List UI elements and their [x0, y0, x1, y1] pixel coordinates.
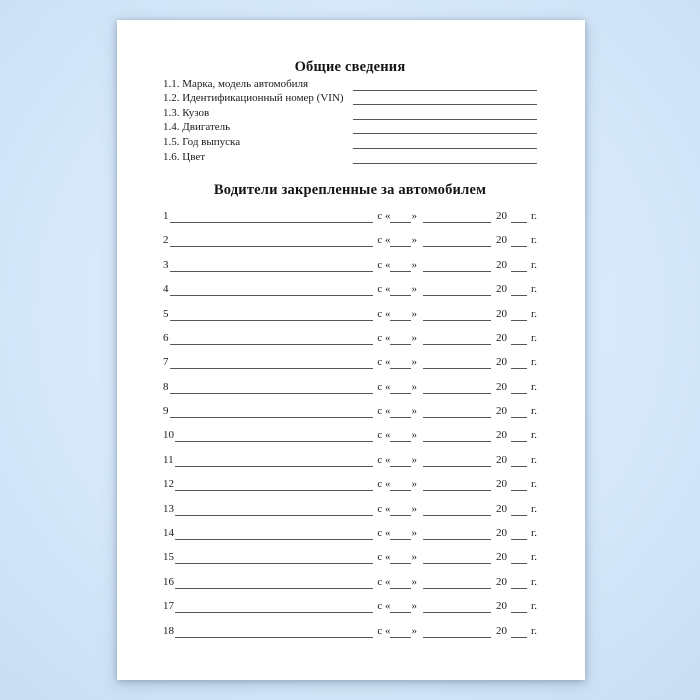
- field-blank-line: [353, 133, 537, 134]
- year-blank-line: [511, 320, 527, 321]
- driver-row: [163, 418, 537, 442]
- field-blank-line: [353, 148, 537, 149]
- date-from-label: с «: [377, 234, 391, 247]
- close-quote-label: »: [411, 356, 417, 369]
- date-from-label: с «: [377, 380, 391, 393]
- field-row: [163, 120, 537, 135]
- close-quote-label: »: [411, 380, 417, 393]
- date-from-label: с «: [377, 209, 391, 222]
- driver-name-blank-line: [175, 441, 373, 442]
- driver-row: [163, 589, 537, 613]
- month-blank-line: [423, 222, 491, 223]
- year-blank-line: [511, 539, 527, 540]
- field-label: 1.4. Двигатель: [163, 121, 231, 134]
- year-prefix-label: 20: [495, 307, 507, 320]
- day-blank-line: [390, 393, 411, 394]
- driver-row-number: 13: [163, 502, 174, 515]
- driver-row: [163, 516, 537, 540]
- field-row: [163, 76, 537, 91]
- year-prefix-label: 20: [495, 331, 507, 344]
- year-suffix-label: г.: [530, 478, 537, 491]
- driver-row: [163, 613, 537, 637]
- day-blank-line: [390, 515, 411, 516]
- driver-row: [163, 223, 537, 247]
- month-blank-line: [423, 271, 491, 272]
- day-blank-line: [390, 295, 411, 296]
- year-prefix-label: 20: [495, 258, 507, 271]
- driver-row-number: 8: [163, 380, 169, 393]
- day-blank-line: [390, 271, 411, 272]
- field-label: 1.6. Цвет: [163, 150, 206, 163]
- day-blank-line: [390, 368, 411, 369]
- date-from-label: с «: [377, 551, 391, 564]
- year-prefix-label: 20: [495, 283, 507, 296]
- day-blank-line: [390, 417, 411, 418]
- year-prefix-label: 20: [495, 356, 507, 369]
- year-prefix-label: 20: [495, 624, 507, 637]
- close-quote-label: »: [411, 283, 417, 296]
- driver-row-number: 2: [163, 234, 169, 247]
- close-quote-label: »: [411, 453, 417, 466]
- month-blank-line: [423, 295, 491, 296]
- month-blank-line: [423, 320, 491, 321]
- driver-row: [163, 247, 537, 271]
- field-row: [163, 105, 537, 120]
- driver-row: [163, 442, 537, 466]
- date-from-label: с «: [377, 527, 391, 540]
- day-blank-line: [390, 588, 411, 589]
- month-blank-line: [423, 515, 491, 516]
- section-title-drivers: Водители закрепленные за автомобилем: [213, 181, 487, 198]
- date-from-label: с «: [377, 600, 391, 613]
- driver-row-number: 6: [163, 331, 169, 344]
- month-blank-line: [423, 393, 491, 394]
- year-prefix-label: 20: [495, 234, 507, 247]
- day-blank-line: [390, 222, 411, 223]
- day-blank-line: [390, 246, 411, 247]
- field-blank-line: [353, 90, 537, 91]
- year-suffix-label: г.: [530, 527, 537, 540]
- month-blank-line: [423, 441, 491, 442]
- year-blank-line: [511, 295, 527, 296]
- month-blank-line: [423, 417, 491, 418]
- driver-name-blank-line: [170, 246, 373, 247]
- year-prefix-label: 20: [495, 478, 507, 491]
- year-prefix-label: 20: [495, 502, 507, 515]
- driver-name-blank-line: [175, 539, 373, 540]
- year-suffix-label: г.: [530, 429, 537, 442]
- year-prefix-label: 20: [495, 527, 507, 540]
- date-from-label: с «: [377, 258, 391, 271]
- date-from-label: с «: [377, 405, 391, 418]
- month-blank-line: [423, 612, 491, 613]
- driver-name-blank-line: [175, 563, 373, 564]
- close-quote-label: »: [411, 624, 417, 637]
- driver-row: [163, 369, 537, 393]
- driver-row-number: 11: [163, 453, 174, 466]
- day-blank-line: [390, 612, 411, 613]
- year-blank-line: [511, 466, 527, 467]
- year-blank-line: [511, 563, 527, 564]
- year-prefix-label: 20: [495, 209, 507, 222]
- field-blank-line: [353, 104, 537, 105]
- day-blank-line: [390, 344, 411, 345]
- field-label: 1.1. Марка, модель автомобиля: [163, 77, 309, 90]
- close-quote-label: »: [411, 234, 417, 247]
- close-quote-label: »: [411, 258, 417, 271]
- month-blank-line: [423, 344, 491, 345]
- month-blank-line: [423, 466, 491, 467]
- driver-row-number: 9: [163, 405, 169, 418]
- year-blank-line: [511, 368, 527, 369]
- year-blank-line: [511, 515, 527, 516]
- driver-row-number: 5: [163, 307, 169, 320]
- year-blank-line: [511, 222, 527, 223]
- field-label: 1.2. Идентификационный номер (VIN): [163, 92, 344, 105]
- year-blank-line: [511, 417, 527, 418]
- month-blank-line: [423, 246, 491, 247]
- driver-name-blank-line: [170, 295, 373, 296]
- driver-row-number: 17: [163, 600, 174, 613]
- driver-rows: [163, 199, 537, 638]
- date-from-label: с «: [377, 356, 391, 369]
- driver-name-blank-line: [170, 417, 373, 418]
- field-label: 1.5. Год выпуска: [163, 135, 241, 148]
- driver-row: [163, 199, 537, 223]
- driver-name-blank-line: [170, 368, 373, 369]
- date-from-label: с «: [377, 624, 391, 637]
- driver-name-blank-line: [170, 222, 373, 223]
- year-suffix-label: г.: [530, 331, 537, 344]
- driver-name-blank-line: [175, 466, 374, 467]
- year-suffix-label: г.: [530, 258, 537, 271]
- driver-row: [163, 540, 537, 564]
- driver-row: [163, 491, 537, 515]
- year-blank-line: [511, 393, 527, 394]
- close-quote-label: »: [411, 405, 417, 418]
- section-title-general-info: Общие сведения: [294, 59, 406, 75]
- day-blank-line: [390, 490, 411, 491]
- document-page: [117, 20, 585, 680]
- date-from-label: с «: [377, 575, 391, 588]
- date-from-label: с «: [377, 331, 391, 344]
- year-suffix-label: г.: [530, 283, 537, 296]
- driver-row: [163, 272, 537, 296]
- driver-row-number: 7: [163, 356, 169, 369]
- close-quote-label: »: [411, 551, 417, 564]
- day-blank-line: [390, 563, 411, 564]
- date-from-label: с «: [377, 453, 391, 466]
- driver-name-blank-line: [175, 588, 373, 589]
- year-suffix-label: г.: [530, 356, 537, 369]
- driver-row-number: 10: [163, 429, 174, 442]
- year-prefix-label: 20: [495, 405, 507, 418]
- year-suffix-label: г.: [530, 209, 537, 222]
- field-row: [163, 149, 537, 164]
- year-suffix-label: г.: [530, 624, 537, 637]
- driver-row-number: 18: [163, 624, 174, 637]
- year-prefix-label: 20: [495, 575, 507, 588]
- year-blank-line: [511, 441, 527, 442]
- driver-name-blank-line: [170, 344, 373, 345]
- driver-name-blank-line: [175, 490, 373, 491]
- month-blank-line: [423, 637, 491, 638]
- close-quote-label: »: [411, 209, 417, 222]
- year-blank-line: [511, 271, 527, 272]
- date-from-label: с «: [377, 283, 391, 296]
- year-blank-line: [511, 490, 527, 491]
- driver-name-blank-line: [170, 393, 373, 394]
- driver-row: [163, 345, 537, 369]
- field-label: 1.3. Кузов: [163, 106, 210, 119]
- day-blank-line: [390, 320, 411, 321]
- year-suffix-label: г.: [530, 380, 537, 393]
- driver-row-number: 3: [163, 258, 169, 271]
- year-suffix-label: г.: [530, 453, 537, 466]
- year-suffix-label: г.: [530, 502, 537, 515]
- day-blank-line: [390, 466, 411, 467]
- year-suffix-label: г.: [530, 575, 537, 588]
- close-quote-label: »: [411, 527, 417, 540]
- general-info-fields: [163, 76, 537, 164]
- close-quote-label: »: [411, 600, 417, 613]
- driver-row-number: 1: [163, 209, 169, 222]
- driver-row: [163, 394, 537, 418]
- close-quote-label: »: [411, 575, 417, 588]
- year-suffix-label: г.: [530, 405, 537, 418]
- close-quote-label: »: [411, 478, 417, 491]
- driver-row: [163, 564, 537, 588]
- month-blank-line: [423, 563, 491, 564]
- driver-row: [163, 467, 537, 491]
- driver-name-blank-line: [170, 320, 373, 321]
- close-quote-label: »: [411, 429, 417, 442]
- date-from-label: с «: [377, 429, 391, 442]
- month-blank-line: [423, 539, 491, 540]
- driver-name-blank-line: [175, 515, 373, 516]
- year-prefix-label: 20: [495, 429, 507, 442]
- year-prefix-label: 20: [495, 551, 507, 564]
- date-from-label: с «: [377, 478, 391, 491]
- month-blank-line: [423, 490, 491, 491]
- year-blank-line: [511, 588, 527, 589]
- driver-row: [163, 296, 537, 320]
- month-blank-line: [423, 588, 491, 589]
- field-row: [163, 134, 537, 149]
- year-prefix-label: 20: [495, 453, 507, 466]
- day-blank-line: [390, 539, 411, 540]
- driver-row-number: 15: [163, 551, 174, 564]
- year-suffix-label: г.: [530, 307, 537, 320]
- day-blank-line: [390, 441, 411, 442]
- month-blank-line: [423, 368, 491, 369]
- year-blank-line: [511, 612, 527, 613]
- driver-name-blank-line: [170, 271, 373, 272]
- driver-row: [163, 321, 537, 345]
- year-prefix-label: 20: [495, 380, 507, 393]
- driver-name-blank-line: [175, 637, 373, 638]
- year-prefix-label: 20: [495, 600, 507, 613]
- driver-row-number: 12: [163, 478, 174, 491]
- close-quote-label: »: [411, 331, 417, 344]
- close-quote-label: »: [411, 307, 417, 320]
- field-blank-line: [353, 163, 537, 164]
- field-row: [163, 91, 537, 106]
- driver-row-number: 16: [163, 575, 174, 588]
- day-blank-line: [390, 637, 411, 638]
- close-quote-label: »: [411, 502, 417, 515]
- year-blank-line: [511, 637, 527, 638]
- driver-row-number: 14: [163, 527, 174, 540]
- year-blank-line: [511, 344, 527, 345]
- driver-row-number: 4: [163, 283, 169, 296]
- year-blank-line: [511, 246, 527, 247]
- field-blank-line: [353, 119, 537, 120]
- year-suffix-label: г.: [530, 234, 537, 247]
- date-from-label: с «: [377, 307, 391, 320]
- driver-name-blank-line: [175, 612, 373, 613]
- date-from-label: с «: [377, 502, 391, 515]
- year-suffix-label: г.: [530, 551, 537, 564]
- year-suffix-label: г.: [530, 600, 537, 613]
